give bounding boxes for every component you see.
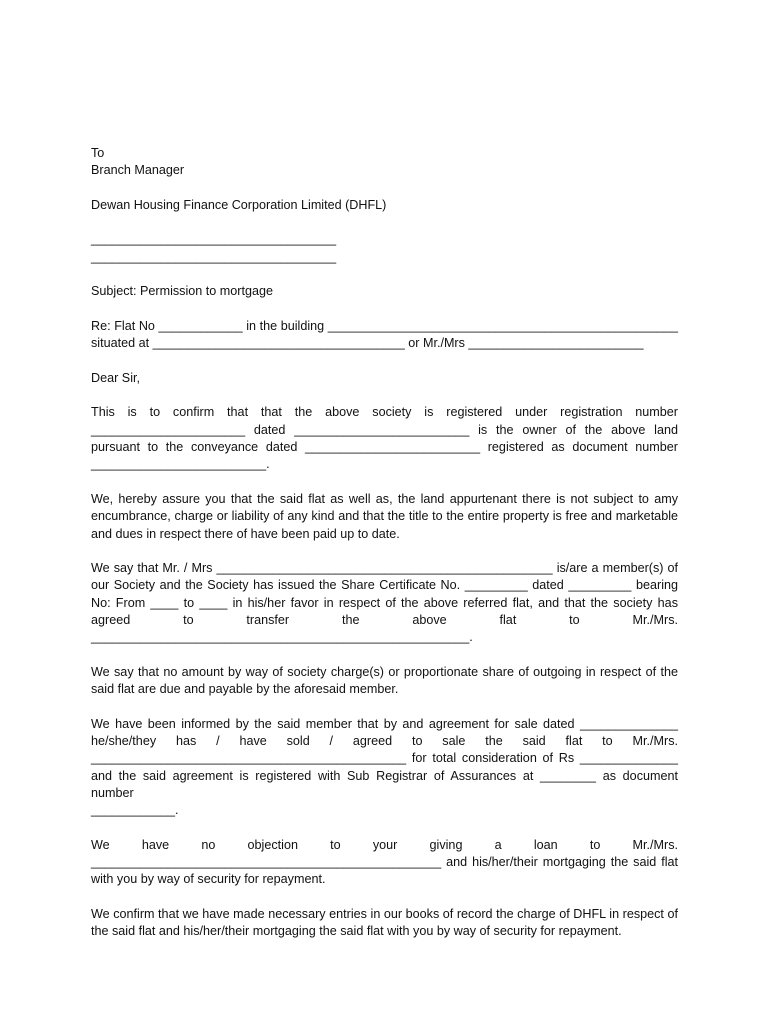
- paragraph-line: ______________________ dated _________________________ is the owner of the above land: [91, 422, 678, 437]
- letter-body: [91, 145, 678, 941]
- address-blank-1: ___________________________________: [91, 232, 337, 247]
- paragraph-line: ______________________________________________________.: [91, 630, 473, 645]
- paragraph-line: We say that Mr. / Mrs ________________________________________________ is/are a member(s) of: [91, 561, 678, 576]
- paragraph-line: with you by way of security for repayment.: [91, 872, 326, 887]
- paragraph-line: _____________________________________________ for total consideration of Rs ______________: [91, 751, 678, 766]
- paragraph-line: pursuant to the conveyance dated _________________________ registered as document number: [91, 440, 678, 455]
- paragraph-line: We have no objection to your giving a loan to Mr./Mrs.: [91, 837, 678, 852]
- reference-line-2: situated at ____________________________________ or Mr./Mrs _________________________: [91, 336, 644, 351]
- paragraph-line: _________________________.: [91, 457, 270, 472]
- paragraph-no-dues: We say that no amount by way of society charge(s) or proportionate share of outgoing in respect of the said flat are due and payable by the aforesaid member.: [91, 664, 678, 697]
- paragraph-line: __________________________________________________ and his/her/their mortgaging the said flat: [91, 855, 678, 870]
- company-name: Dewan Housing Finance Corporation Limited (DHFL): [91, 197, 387, 212]
- salutation: Dear Sir,: [91, 370, 140, 385]
- subject-line: Subject: Permission to mortgage: [91, 284, 273, 299]
- paragraph-line: This is to confirm that that the above society is registered under registration number: [91, 405, 678, 420]
- paragraph-agreement: [91, 716, 678, 820]
- paragraph-line: No: From ____ to ____ in his/her favor in respect of the above referred flat, and that the society has: [91, 595, 678, 610]
- paragraph-line: ____________.: [91, 803, 179, 818]
- paragraph-registration: [91, 404, 678, 473]
- paragraph-confirmation: We confirm that we have made necessary entries in our books of record the charge of DHFL in respect of the said flat and his/her/their mortgaging the said flat with you by way of security for repayment.: [91, 907, 678, 939]
- recipient-title: Branch Manager: [91, 163, 185, 178]
- paragraph-assurance: We, hereby assure you that the said flat as well as, the land appurtenant there is not subject to amy encumbrance, charge or liability of any kind and that the title to the entire property is free and marketable and dues in respect there of have been paid up to date.: [91, 491, 678, 541]
- reference-line-1: Re: Flat No ____________ in the building __________________________________________________: [91, 318, 678, 333]
- address-blank-2: ___________________________________: [91, 249, 337, 264]
- paragraph-no-objection: [91, 837, 678, 889]
- paragraph-line: our Society and the Society has issued the Share Certificate No. _________ dated _________ bearing: [91, 578, 678, 593]
- paragraph-line: he/she/they has / have sold / agreed to sale the said flat to Mr./Mrs.: [91, 734, 678, 749]
- paragraph-line: and the said agreement is registered with Sub Registrar of Assurances at ________ as document number: [91, 768, 678, 800]
- paragraph-line: We have been informed by the said member that by and agreement for sale dated ______________: [91, 716, 678, 731]
- paragraph-line: agreed to transfer the above flat to Mr./Mrs.: [91, 613, 678, 628]
- to-line: To: [91, 146, 105, 160]
- paragraph-membership: [91, 560, 678, 646]
